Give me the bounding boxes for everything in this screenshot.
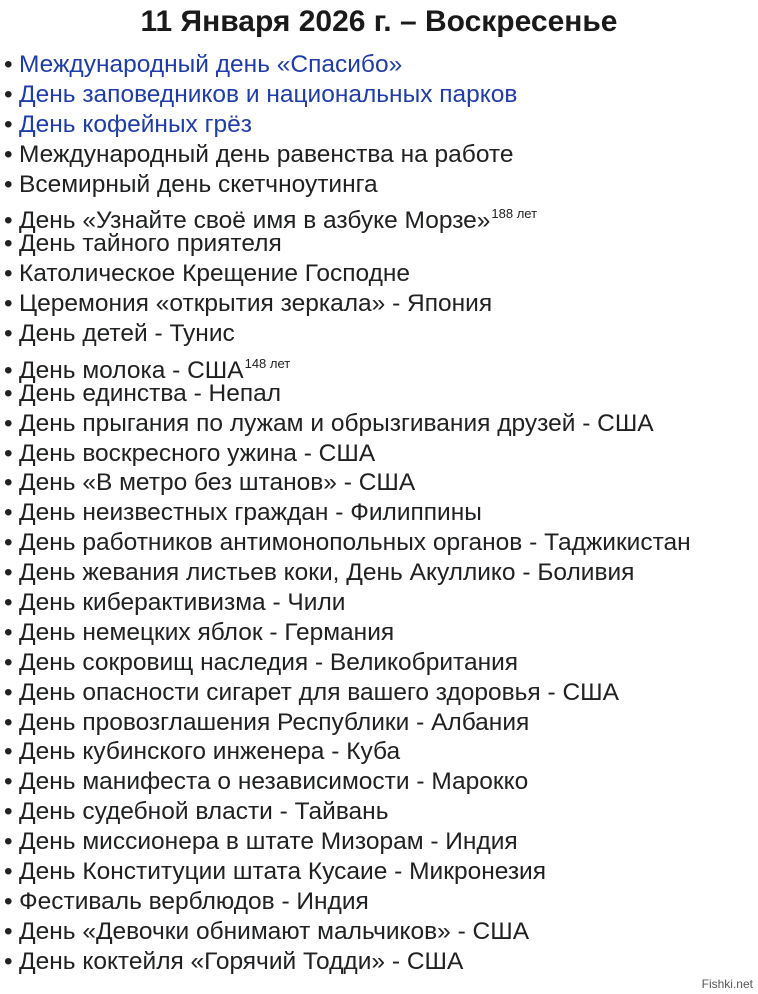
event-link[interactable]: День кофейных грёз <box>19 110 253 138</box>
event-text: День неизвестных граждан - Филиппины <box>19 499 482 527</box>
years-badge: 148 лет <box>244 355 291 371</box>
list-item <box>4 289 691 319</box>
event-text: День «Девочки обнимают мальчиков» - США <box>19 917 530 945</box>
event-text: День коктейля «Горячий Тодди» - США <box>19 947 464 975</box>
bullet-icon: • <box>4 738 13 766</box>
list-item <box>4 259 691 289</box>
watermark: Fishki.net <box>701 977 753 991</box>
bullet-icon: • <box>4 170 13 198</box>
list-item <box>4 917 691 947</box>
list-item[interactable] <box>4 80 691 110</box>
event-text: День киберактивизма - Чили <box>19 589 346 617</box>
list-item <box>4 199 691 235</box>
list-item <box>4 498 691 528</box>
bullet-icon: • <box>4 260 13 288</box>
bullet-icon: • <box>4 887 13 915</box>
bullet-icon: • <box>4 947 13 975</box>
bullet-icon: • <box>4 917 13 945</box>
event-text: День единства - Непал <box>19 379 282 407</box>
event-text: День работников антимонопольных органов - Таджикистан <box>19 529 691 557</box>
event-text: День кубинского инженера - Куба <box>19 738 401 766</box>
list-item <box>4 648 691 678</box>
bullet-icon: • <box>4 529 13 557</box>
event-text: День детей - Тунис <box>19 320 235 348</box>
event-text: День манифеста о независимости - Марокко <box>19 768 529 796</box>
bullet-icon: • <box>4 499 13 527</box>
event-text: День провозглашения Республики - Албания <box>19 708 530 736</box>
bullet-icon: • <box>4 379 13 407</box>
event-text: День молока - США <box>19 356 244 384</box>
list-item <box>4 349 691 384</box>
list-item <box>4 797 691 827</box>
list-item <box>4 468 691 498</box>
bullet-icon: • <box>4 290 13 318</box>
event-text: День «Узнайте своё имя в азбуке Морзе» <box>19 207 491 235</box>
bullet-icon: • <box>4 51 13 78</box>
event-list <box>4 50 691 977</box>
list-item <box>4 319 691 349</box>
bullet-icon: • <box>4 80 13 108</box>
list-item <box>4 708 691 738</box>
bullet-icon: • <box>4 708 13 736</box>
event-text: День судебной власти - Тайвань <box>19 798 389 826</box>
bullet-icon: • <box>4 618 13 646</box>
list-item <box>4 170 691 200</box>
bullet-icon: • <box>4 439 13 467</box>
list-item <box>4 678 691 708</box>
list-item <box>4 588 691 618</box>
list-item[interactable] <box>4 110 691 140</box>
bullet-icon: • <box>4 469 13 497</box>
list-item[interactable] <box>4 50 691 80</box>
event-text: День воскресного ужина - США <box>19 439 376 467</box>
list-item <box>4 140 691 170</box>
list-item <box>4 439 691 469</box>
list-item <box>4 857 691 887</box>
event-text: День жевания листьев коки, День Акуллико - Боливия <box>19 559 635 587</box>
event-text: День немецких яблок - Германия <box>19 618 395 646</box>
list-item <box>4 887 691 917</box>
bullet-icon: • <box>4 320 13 348</box>
bullet-icon: • <box>4 678 13 706</box>
bullet-icon: • <box>4 858 13 886</box>
list-item <box>4 379 691 409</box>
event-text: День Конституции штата Кусаие - Микронезия <box>19 858 547 886</box>
list-item <box>4 528 691 558</box>
bullet-icon: • <box>4 798 13 826</box>
list-item <box>4 767 691 797</box>
list-item <box>4 618 691 648</box>
bullet-icon: • <box>4 589 13 617</box>
list-item <box>4 827 691 857</box>
bullet-icon: • <box>4 409 13 437</box>
bullet-icon: • <box>4 768 13 796</box>
event-text: День опасности сигарет для вашего здоровья - США <box>19 678 619 706</box>
list-item <box>4 409 691 439</box>
bullet-icon: • <box>4 110 13 138</box>
event-text: Фестиваль верблюдов - Индия <box>19 887 369 915</box>
event-text: День прыгания по лужам и обрызгивания друзей - США <box>19 409 654 437</box>
event-text: День тайного приятеля <box>19 230 282 258</box>
bullet-icon: • <box>4 140 13 168</box>
list-item <box>4 558 691 588</box>
event-text: День сокровищ наследия - Великобритания <box>19 648 519 676</box>
event-text: Международный день равенства на работе <box>19 140 514 168</box>
event-text: День «В метро без штанов» - США <box>19 469 416 497</box>
page-title: 11 Января 2026 г. – Воскресенье <box>140 5 618 38</box>
years-badge: 188 лет <box>491 206 538 222</box>
bullet-icon: • <box>4 648 13 676</box>
list-item <box>4 947 691 977</box>
event-text: Церемония «открытия зеркала» - Япония <box>19 290 493 318</box>
event-text: День миссионера в штате Мизорам - Индия <box>19 828 518 856</box>
bullet-icon: • <box>4 230 13 258</box>
event-link[interactable]: Международный день «Спасибо» <box>19 51 403 78</box>
bullet-icon: • <box>4 828 13 856</box>
list-item <box>4 737 691 767</box>
event-link[interactable]: День заповедников и национальных парков <box>19 80 518 108</box>
bullet-icon: • <box>4 356 13 384</box>
event-text: Католическое Крещение Господне <box>19 260 411 288</box>
bullet-icon: • <box>4 559 13 587</box>
bullet-icon: • <box>4 207 13 235</box>
event-text: Всемирный день скетчноутинга <box>19 170 378 198</box>
